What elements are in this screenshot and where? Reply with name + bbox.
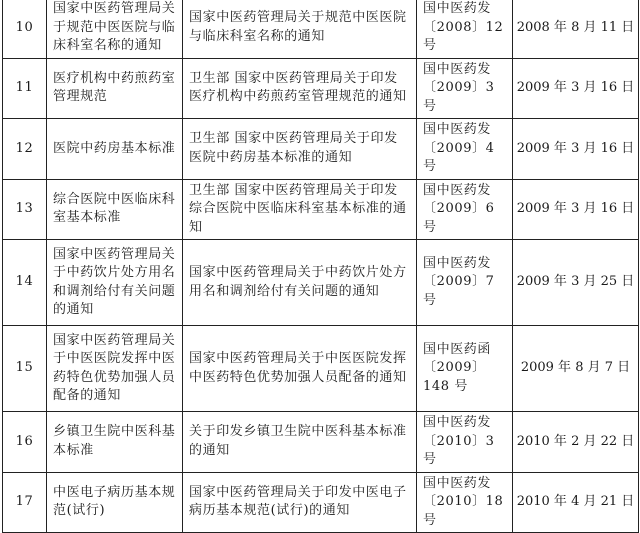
row-number: 14 bbox=[3, 240, 47, 326]
table-row bbox=[3, 240, 639, 326]
issue-date: 2009 年 3 月 25 日 bbox=[513, 240, 639, 326]
row-number: 13 bbox=[3, 179, 47, 240]
regulation-name: 国家中医药管理局关于规范中医医院与临床科室名称的通知 bbox=[47, 0, 183, 58]
regulation-name: 医院中药房基本标准 bbox=[47, 119, 183, 180]
document-number: 国中医药发〔2009〕4 号 bbox=[417, 119, 513, 180]
row-number: 17 bbox=[3, 472, 47, 533]
notice-title: 卫生部 国家中医药管理局关于印发综合医院中医临床科室基本标准的通知 bbox=[183, 179, 417, 240]
table-row bbox=[3, 472, 639, 533]
table-row bbox=[3, 326, 639, 412]
issue-date: 2010 年 2 月 22 日 bbox=[513, 412, 639, 473]
row-number: 16 bbox=[3, 412, 47, 473]
regulation-name: 国家中医药管理局关于中药饮片处方用名和调剂给付有关问题的通知 bbox=[47, 240, 183, 326]
document-number: 国中医药发〔2008〕12 号 bbox=[417, 0, 513, 58]
regulation-name: 中医电子病历基本规范(试行) bbox=[47, 472, 183, 533]
row-number: 11 bbox=[3, 58, 47, 119]
row-number: 10 bbox=[3, 0, 47, 58]
notice-title: 卫生部 国家中医药管理局关于印发医院中药房基本标准的通知 bbox=[183, 119, 417, 180]
regulation-name: 国家中医药管理局关于中医医院发挥中医药特色优势加强人员配备的通知 bbox=[47, 326, 183, 412]
issue-date: 2009 年 3 月 16 日 bbox=[513, 119, 639, 180]
table-row bbox=[3, 412, 639, 473]
document-number: 国中医药发〔2009〕3 号 bbox=[417, 58, 513, 119]
regulation-name: 乡镇卫生院中医科基本标准 bbox=[47, 412, 183, 473]
issue-date: 2009 年 3 月 16 日 bbox=[513, 58, 639, 119]
table-row bbox=[3, 0, 639, 58]
issue-date: 2010 年 4 月 21 日 bbox=[513, 472, 639, 533]
table-row bbox=[3, 58, 639, 119]
row-number: 12 bbox=[3, 119, 47, 180]
table-row bbox=[3, 179, 639, 240]
issue-date: 2009 年 8 月 7 日 bbox=[513, 326, 639, 412]
document-number: 国中医药发〔2010〕3 号 bbox=[417, 412, 513, 473]
regulations-table bbox=[2, 0, 639, 533]
document-number: 国中医药发〔2009〕7 号 bbox=[417, 240, 513, 326]
notice-title: 国家中医药管理局关于印发中医电子病历基本规范(试行)的通知 bbox=[183, 472, 417, 533]
document-number: 国中医药发〔2010〕18 号 bbox=[417, 472, 513, 533]
document-number: 国中医药发〔2009〕6 号 bbox=[417, 179, 513, 240]
document-number: 国中医药函〔2009〕148 号 bbox=[417, 326, 513, 412]
issue-date: 2009 年 3 月 16 日 bbox=[513, 179, 639, 240]
regulation-name: 医疗机构中药煎药室管理规范 bbox=[47, 58, 183, 119]
issue-date: 2008 年 8 月 11 日 bbox=[513, 0, 639, 58]
notice-title: 关于印发乡镇卫生院中医科基本标准的通知 bbox=[183, 412, 417, 473]
row-number: 15 bbox=[3, 326, 47, 412]
notice-title: 卫生部 国家中医药管理局关于印发医疗机构中药煎药室管理规范的通知 bbox=[183, 58, 417, 119]
notice-title: 国家中医药管理局关于规范中医医院与临床科室名称的通知 bbox=[183, 0, 417, 58]
notice-title: 国家中医药管理局关于中药饮片处方用名和调剂给付有关问题的通知 bbox=[183, 240, 417, 326]
regulation-name: 综合医院中医临床科室基本标准 bbox=[47, 179, 183, 240]
notice-title: 国家中医药管理局关于中医医院发挥中医药特色优势加强人员配备的通知 bbox=[183, 326, 417, 412]
table-row bbox=[3, 119, 639, 180]
